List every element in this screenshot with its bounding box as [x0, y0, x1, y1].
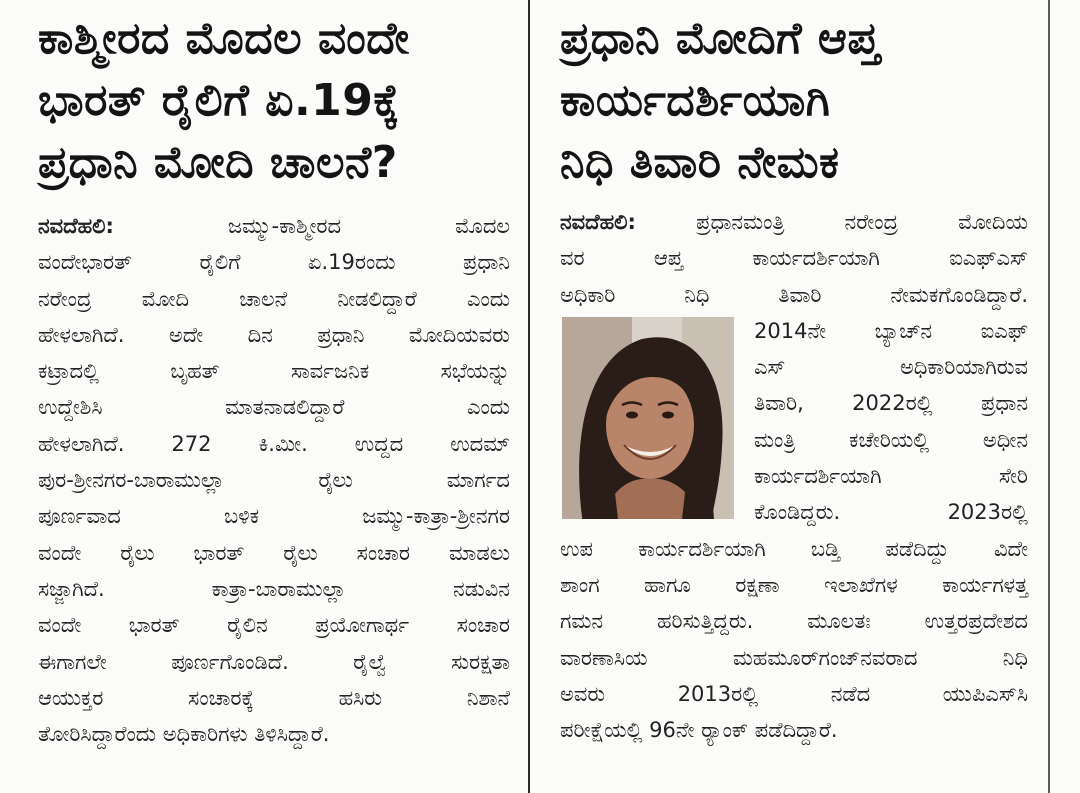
- article-body: [560, 204, 1028, 748]
- body-line: ತಿವಾರಿ, 2022ರಲ್ಲಿ ಪ್ರಧಾನ: [754, 391, 1028, 416]
- body-line: ಶಾಂಗ ಹಾಗೂ ರಕ್ಷಣಾ ಇಲಾಖೆಗಳ ಕಾರ್ಯಗಳತ್ತ: [560, 572, 1028, 597]
- body-line: ನರೇಂದ್ರ ಮೋದಿ ಚಾಲನೆ ನೀಡಲಿದ್ದಾರೆ ಎಂದು: [38, 286, 510, 311]
- body-line: ಎಸ್ ಅಧಿಕಾರಿಯಾಗಿರುವ: [754, 355, 1028, 380]
- headline-line: ಪ್ರಧಾನಿ ಮೋದಿಗೆ ಆಪ್ತ: [560, 13, 880, 64]
- body-line: ಈಗಾಗಲೇ ಪೂರ್ಣಗೊಂಡಿದೆ. ರೈಲ್ವೆ ಸುರಕ್ಷತಾ: [38, 649, 510, 674]
- body-line: ಸಜ್ಜಾಗಿದೆ. ಕಾತ್ರಾ-ಬಾರಾಮುಲ್ಲಾ ನಡುವಿನ: [38, 576, 510, 601]
- body-line: ವಂದೇಭಾರತ್ ರೈಲಿಗೆ ಏ.19ರಂದು ಪ್ರಧಾನಿ: [38, 250, 510, 275]
- body-line: ಉಪ ಕಾರ್ಯದರ್ಶಿಯಾಗಿ ಬಡ್ತಿ ಪಡೆದಿದ್ದು ವಿದೇ: [560, 536, 1028, 561]
- body-line: ಪೂರ್ಣವಾದ ಬಳಿಕ ಜಮ್ಮು-ಕಾತ್ರಾ-ಶ್ರೀನಗರ: [38, 504, 510, 529]
- body-line: ಅಧಿಕಾರಿ ನಿಧಿ ತಿವಾರಿ ನೇಮಕಗೊಂಡಿದ್ದಾರೆ.: [560, 282, 1028, 307]
- body-line: ಉದ್ದೇಶಿಸಿ ಮಾತನಾಡಲಿದ್ದಾರೆ ಎಂದು: [38, 395, 510, 420]
- article-nidhi-tiwari: [560, 8, 1028, 748]
- headline-line: ಪ್ರಧಾನಿ ಮೋದಿ ಚಾಲನೆ?: [38, 137, 398, 188]
- headline-line: ನಿಧಿ ತಿವಾರಿ ನೇಮಕ: [560, 137, 840, 188]
- body-line: [38, 208, 510, 244]
- body-line: ಹೇಳಲಾಗಿದೆ. ಅದೇ ದಿನ ಪ್ರಧಾನಿ ಮೋದಿಯವರು: [38, 322, 510, 347]
- article-body: [38, 208, 510, 752]
- portrait-illustration: [562, 317, 734, 519]
- body-line: [560, 204, 1028, 240]
- article-kashmir-vande-bharat: [38, 8, 510, 752]
- body-line: ವಂದೇ ಭಾರತ್ ರೈಲಿನ ಪ್ರಯೋಗಾರ್ಥ ಸಂಚಾರ: [38, 613, 510, 638]
- body-line: ಆಯುಕ್ತರ ಸಂಚಾರಕ್ಕೆ ಹಸಿರು ನಿಶಾನೆ: [38, 685, 510, 710]
- dateline: ನವದೆಹಲಿ:: [560, 210, 636, 234]
- body-line: ಕಾರ್ಯದರ್ಶಿಯಾಗಿ ಸೇರಿ: [754, 464, 1028, 489]
- body-line: ಪುರ-ಶ್ರೀನಗರ-ಬಾರಾಮುಲ್ಲಾ ರೈಲು ಮಾರ್ಗದ: [38, 468, 510, 493]
- body-line: ಕೊಂಡಿದ್ದರು. 2023ರಲ್ಲಿ: [754, 500, 1028, 525]
- headline-line: ಕಾಶ್ಮೀರದ ಮೊದಲ ವಂದೇ: [38, 13, 410, 64]
- portrait-photo: [562, 317, 734, 519]
- dateline: ನವದೆಹಲಿ:: [38, 214, 114, 238]
- body-line-text: ಜಮ್ಮು-ಕಾಶ್ಮೀರದ ಮೊದಲ: [113, 214, 510, 238]
- headline-line: ಕಾರ್ಯದರ್ಶಿಯಾಗಿ: [560, 75, 831, 126]
- body-line: ಕಟ್ರಾದಲ್ಲಿ ಬೃಹತ್ ಸಾರ್ವಜನಿಕ ಸಭೆಯನ್ನು: [38, 359, 510, 384]
- body-line-text: ಪ್ರಧಾನಮಂತ್ರಿ ನರೇಂದ್ರ ಮೋದಿಯ: [635, 210, 1028, 234]
- body-line: ಮಂತ್ರಿ ಕಚೇರಿಯಲ್ಲಿ ಅಧೀನ: [754, 427, 1028, 452]
- body-line: ಗಮನ ಹರಿಸುತ್ತಿದ್ದರು. ಮೂಲತಃ ಉತ್ತರಪ್ರದೇಶದ: [560, 609, 1028, 634]
- body-line: ಅವರು 2013ರಲ್ಲಿ ನಡೆದ ಯುಪಿಎಸ್‌ಸಿ: [560, 681, 1028, 706]
- body-line: 2014ನೇ ಬ್ಯಾಚ್‌ನ ಐಎಫ್: [754, 318, 1028, 343]
- body-line: ಪರೀಕ್ಷೆಯಲ್ಲಿ 96ನೇ ರ್‍ಯಾಂಕ್ ಪಡೆದಿದ್ದಾರೆ.: [560, 718, 838, 743]
- headline-line: ಭಾರತ್ ರೈಲಿಗೆ ಏ.19ಕ್ಕೆ: [38, 75, 400, 126]
- body-line: ತೋರಿಸಿದ್ದಾರೆಂದು ಅಧಿಕಾರಿಗಳು ತಿಳಿಸಿದ್ದಾರೆ.: [38, 722, 330, 747]
- headline-nidhi-tiwari: [560, 8, 1028, 194]
- page-edge: [1048, 0, 1050, 793]
- body-line: ವರ ಆಪ್ತ ಕಾರ್ಯದರ್ಶಿಯಾಗಿ ಐಎಫ್‌ಎಸ್: [560, 246, 1028, 271]
- column-divider: [528, 0, 530, 793]
- body-line: ವಾರಣಾಸಿಯ ಮಹಮೂರ್‌ಗಂಜ್‌ನವರಾದ ನಿಧಿ: [560, 645, 1028, 670]
- body-line: ಹೇಳಲಾಗಿದೆ. 272 ಕಿ.ಮೀ. ಉದ್ದದ ಉದಮ್: [38, 431, 510, 456]
- headline-kashmir-vande-bharat: [38, 8, 510, 194]
- body-line: ವಂದೇ ರೈಲು ಭಾರತ್ ರೈಲು ಸಂಚಾರ ಮಾಡಲು: [38, 540, 510, 565]
